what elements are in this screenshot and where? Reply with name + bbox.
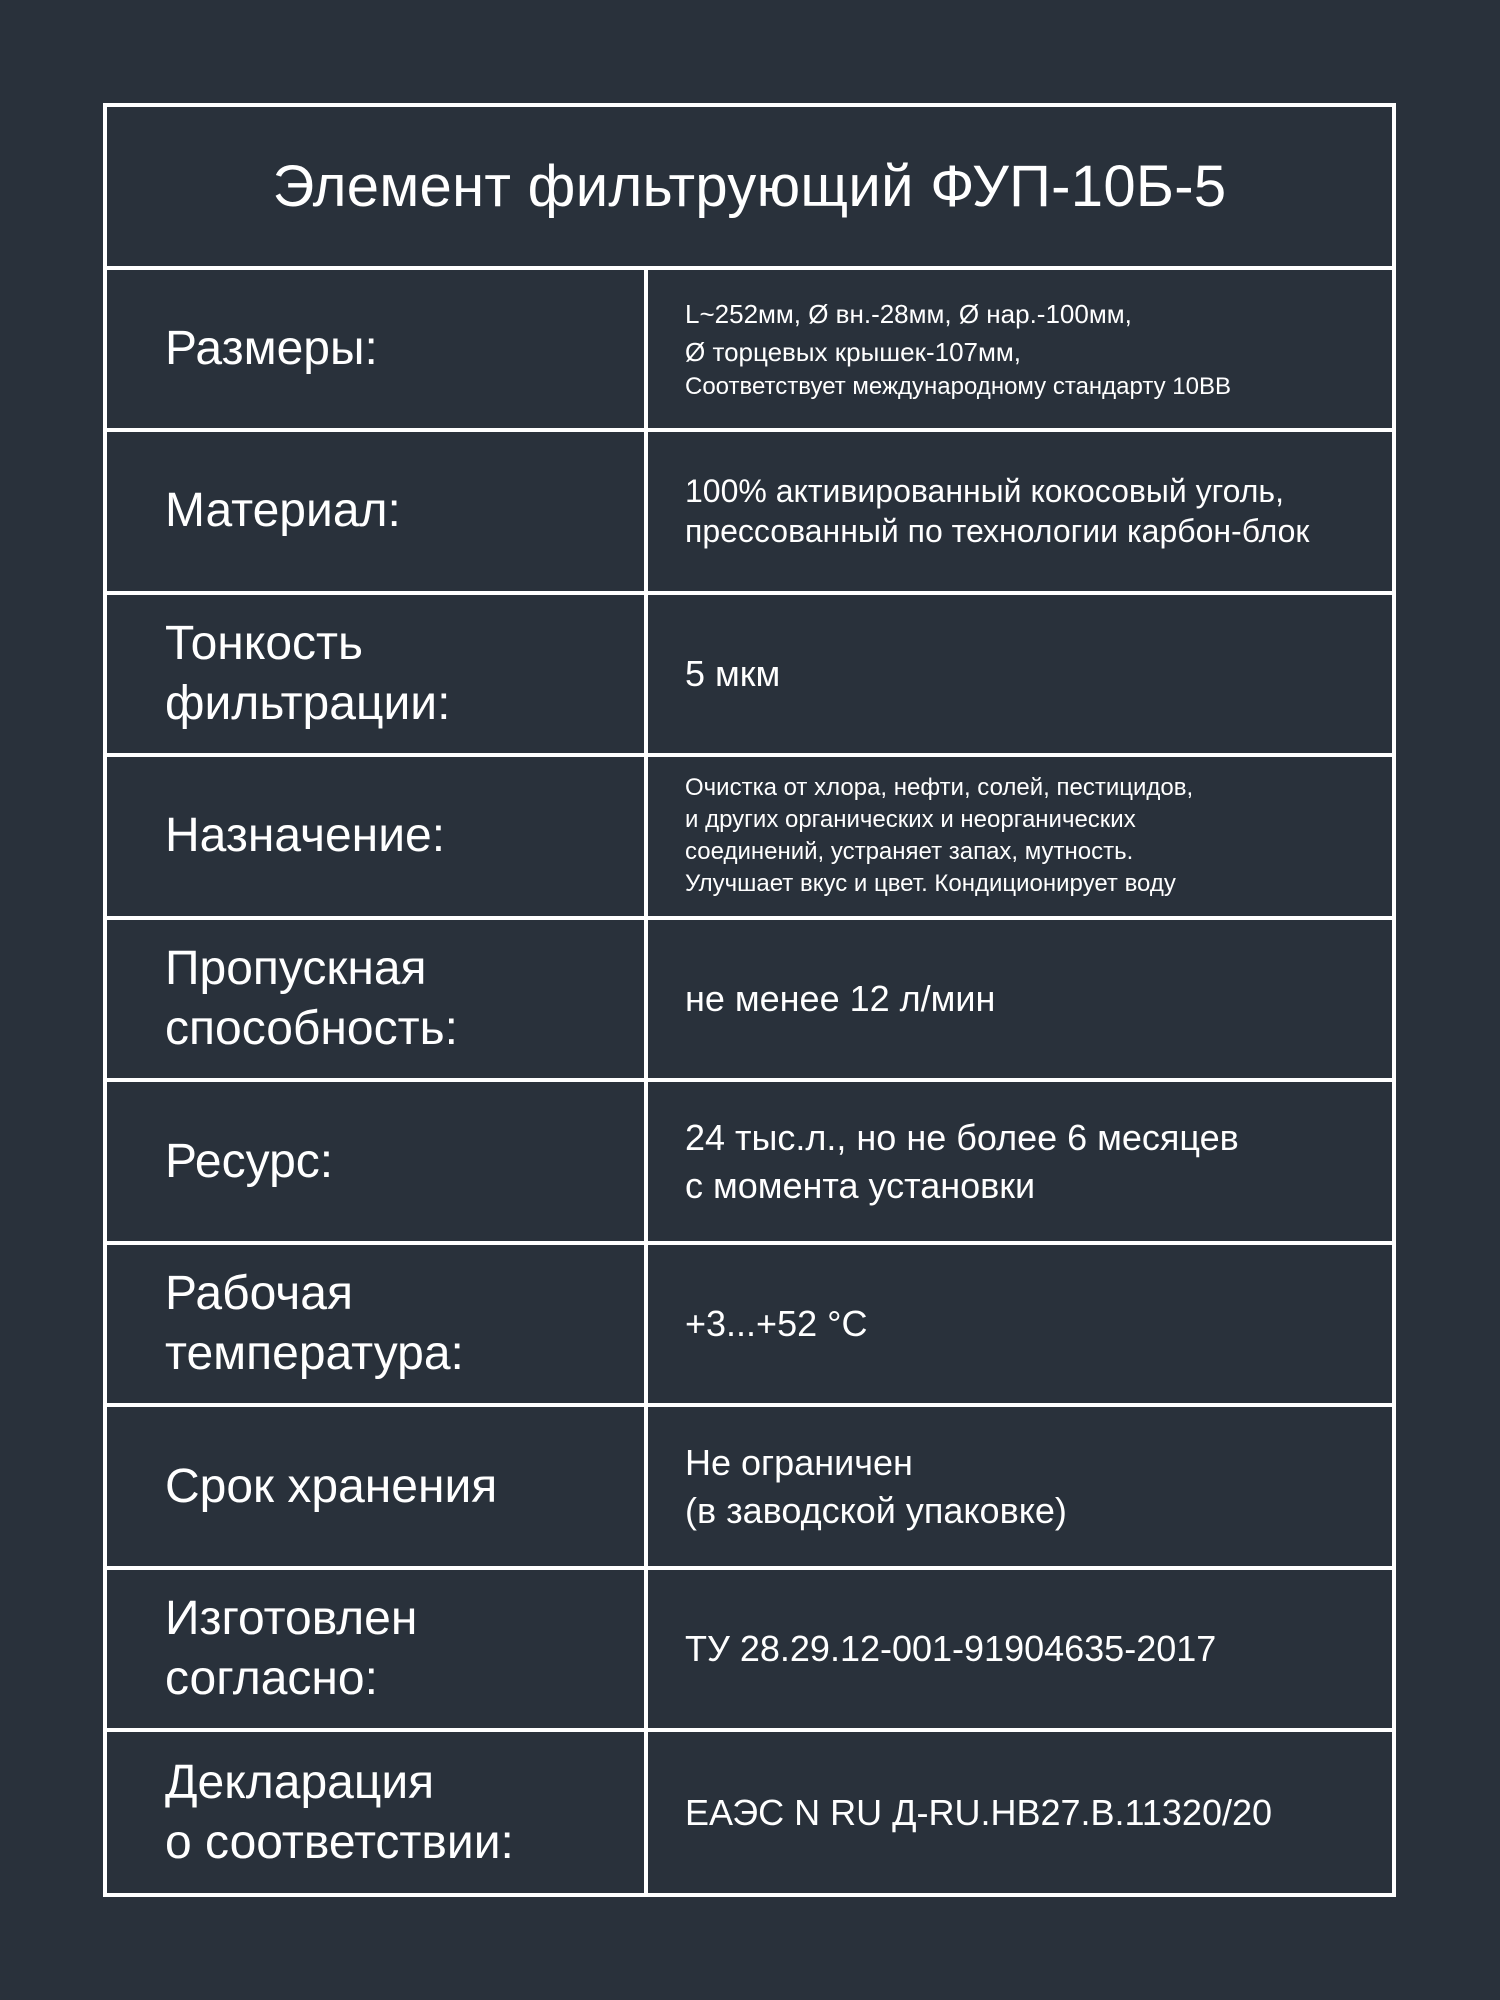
row-value-cell bbox=[648, 595, 1392, 754]
row-label-cell bbox=[107, 432, 648, 591]
row-material bbox=[107, 432, 1392, 595]
value-line: Улучшает вкус и цвет. Кондиционирует воду bbox=[685, 870, 1176, 898]
row-label: Ресурс: bbox=[165, 1134, 334, 1188]
row-throughput bbox=[107, 920, 1392, 1083]
value-line: 100% активированный кокосовый уголь, bbox=[685, 473, 1284, 510]
value-line: +3...+52 °С bbox=[685, 1303, 868, 1345]
row-label: Изготовлен согласно: bbox=[165, 1592, 418, 1706]
value-line: ТУ 28.29.12-001-91904635-2017 bbox=[685, 1628, 1217, 1670]
value-line: и других органических и неорганических bbox=[685, 806, 1136, 834]
row-label-cell bbox=[107, 757, 648, 916]
value-line: 5 мкм bbox=[685, 652, 781, 694]
row-value-cell bbox=[648, 1732, 1392, 1893]
row-filtration bbox=[107, 595, 1392, 758]
value-line: Не ограничен bbox=[685, 1441, 913, 1483]
value-line: 24 тыс.л., но не более 6 месяцев bbox=[685, 1116, 1239, 1158]
value-line: Соответствует международному стандарту 10BB bbox=[685, 372, 1231, 400]
table-title: Элемент фильтрующий ФУП-10Б-5 bbox=[107, 107, 1392, 270]
value-line: Очистка от хлора, нефти, солей, пестицидов, bbox=[685, 774, 1194, 802]
row-value-cell bbox=[648, 1570, 1392, 1729]
value-line: прессованный по технологии карбон-блок bbox=[685, 513, 1310, 550]
row-resource bbox=[107, 1082, 1392, 1245]
row-dimensions bbox=[107, 270, 1392, 433]
value-line: (в заводской упаковке) bbox=[685, 1489, 1067, 1531]
row-shelf-life bbox=[107, 1407, 1392, 1570]
row-label-cell bbox=[107, 1082, 648, 1241]
row-label-cell bbox=[107, 1407, 648, 1566]
row-temperature bbox=[107, 1245, 1392, 1408]
row-label: Декларация о соответствии: bbox=[165, 1755, 514, 1869]
value-line: L~252мм, Ø вн.-28мм, Ø нар.-100мм, bbox=[685, 298, 1132, 329]
row-value-cell bbox=[648, 1245, 1392, 1404]
row-value-cell bbox=[648, 1407, 1392, 1566]
value-line: с момента установки bbox=[685, 1164, 1036, 1206]
row-value-cell bbox=[648, 432, 1392, 591]
row-value-cell bbox=[648, 1082, 1392, 1241]
row-label: Размеры: bbox=[165, 321, 378, 375]
row-label-cell bbox=[107, 1732, 648, 1893]
row-label-cell bbox=[107, 1245, 648, 1404]
row-label-cell bbox=[107, 270, 648, 429]
row-value-cell bbox=[648, 920, 1392, 1079]
row-label: Пропускная способность: bbox=[165, 942, 458, 1055]
row-label-cell bbox=[107, 1570, 648, 1729]
row-label-cell bbox=[107, 595, 648, 754]
value-line: Ø торцевых крышек-107мм, bbox=[685, 336, 1021, 367]
value-line: соединений, устраняет запах, мутность. bbox=[685, 838, 1134, 866]
row-value-cell bbox=[648, 270, 1392, 429]
row-purpose bbox=[107, 757, 1392, 920]
row-label-cell bbox=[107, 920, 648, 1079]
value-line: не менее 12 л/мин bbox=[685, 978, 996, 1019]
row-label: Тонкость фильтрации: bbox=[165, 616, 451, 730]
spec-table bbox=[103, 103, 1396, 1897]
row-label: Срок хранения bbox=[165, 1459, 498, 1513]
row-label: Материал: bbox=[165, 484, 401, 538]
row-declaration bbox=[107, 1732, 1392, 1893]
value-line: ЕАЭС N RU Д-RU.НВ27.В.11320/20 bbox=[685, 1791, 1273, 1833]
row-label: Рабочая температура: bbox=[165, 1267, 464, 1381]
row-label: Назначение: bbox=[165, 809, 446, 863]
row-manufactured-per bbox=[107, 1570, 1392, 1733]
row-value-cell bbox=[648, 757, 1392, 916]
